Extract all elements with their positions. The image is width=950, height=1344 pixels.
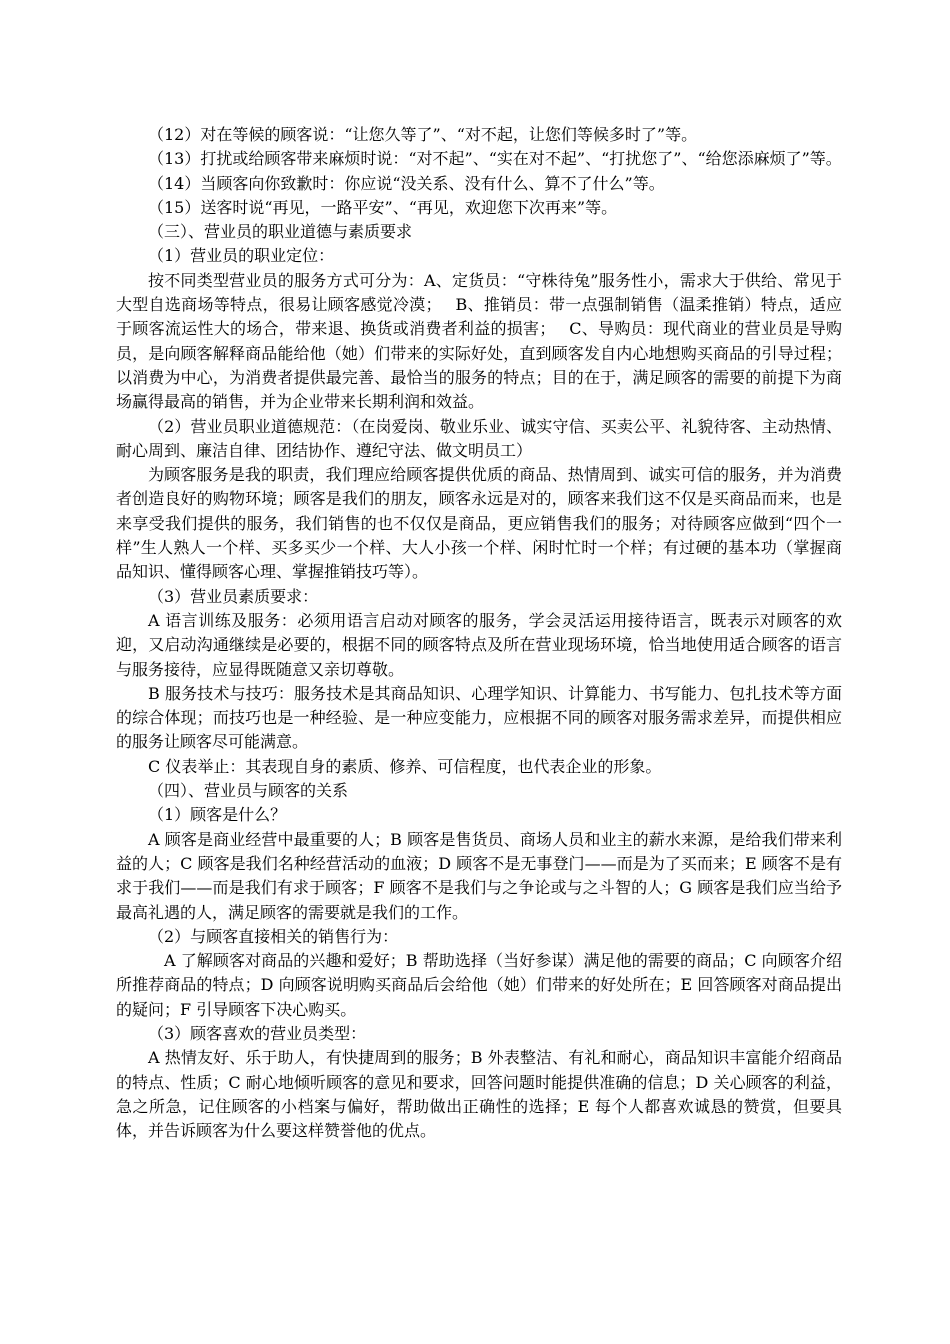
paragraph-etiquette-15: （15）送客时说“再见，一路平安”、“再见，欢迎您下次再来”等。 [148,197,618,217]
document-body [116,123,842,1143]
paragraph-etiquette-13: （13）打扰或给顾客带来麻烦时说：“对不起”、“实在对不起”、“打扰您了”、“给您添麻烦了”等。 [148,149,842,169]
paragraph-serve-customers: 为顾客服务是我的职责，我们理应给顾客提供优质的商品、热情周到、诚实可信的服务，并为消费者创造良好的购物环境；顾客是我们的朋友，顾客永远是对的，顾客来我们这不仅是买商品而来，也是来享受我们提供的服务，我们销售的也不仅仅是商品，更应销售我们的服务；对待顾客应做到“四个一样”生人熟人一个样、买多买少一个样、大人小孩一个样、闲时忙时一个样；有过硬的基本功（掌握商品知识、懂得顾客心理、掌握推销技巧等）。 [116,465,842,582]
paragraph-job-positioning: 按不同类型营业员的服务方式可分为：A、定货员：“守株待兔”服务性小，需求大于供给、常见于大型自选商场等特点，很易让顾客感觉冷漠； B、推销员：带一点强制销售（温柔推销）特点，适应于顾客流运性大的场合，带来退、换货或消费者利益的损害； C、导购员：现代商业的营业员是导购员，是向顾客解释商品能给他（她）们带来的实际好处，直到顾客发自内心地想购买商品的引导过程；以消费为中心，为消费者提供最完善、最恰当的服务的特点；目的在于，满足顾客的需要的前提下为商场赢得最高的销售，并为企业带来长期利润和效益。 [116,270,842,412]
paragraph-service-skills: B 服务技术与技巧：服务技术是其商品知识、心理学知识、计算能力、书写能力、包扎技术等方面的综合体现；而技巧也是一种经验、是一种应变能力，应根据不同的顾客对服务需求差异，而提供相应的服务让顾客尽可能满意。 [116,683,842,752]
subheading-quality-requirements: （3）营业员素质要求： [148,586,319,606]
paragraph-what-is-customer: A 顾客是商业经营中最重要的人；B 顾客是售货员、商场人员和业主的薪水来源，是给我们带来利益的人；C 顾客是我们名种经营活动的血液；D 顾客不是无事登门——而是为了买而来；E 顾客不是有求于我们——而是我们有求于顾客；F 顾客不是我们与之争论或与之斗智的人；G 顾客是我们应当给予最高礼遇的人，满足顾客的需要就是我们的工作。 [116,829,842,922]
paragraph-preferred-staff: A 热情友好、乐于助人，有快捷周到的服务；B 外表整洁、有礼和耐心，商品知识丰富能介绍商品的特点、性质；C 耐心地倾听顾客的意见和要求，回答问题时能提供准确的信息；D 关心顾客的利益，急之所急，记住顾客的小档案与偏好，帮助做出正确性的选择；E 每个人都喜欢诚恳的赞赏，但要具体，并告诉顾客为什么要这样赞誉他的优点。 [116,1048,842,1141]
paragraph-language-training: A 语言训练及服务：必须用语言启动对顾客的服务，学会灵活运用接待语言，既表示对顾客的欢迎，又启动沟通继续是必要的，根据不同的顾客特点及所在营业现场环境，恰当地使用适合顾客的语言与服务接待，应显得既随意又亲切尊敬。 [116,610,842,679]
section-heading-ethics: （三）、营业员的职业道德与素质要求 [148,222,413,242]
paragraph-ethics-norms: （2）营业员职业道德规范：（在岗爱岗、敬业乐业、诚实守信、买卖公平、礼貌待客、主动热情、耐心周到、廉洁自律、团结协作、遵纪守法、做文明员工） [116,416,842,460]
paragraph-etiquette-14: （14）当顾客向你致歉时：你应说“没关系、没有什么、算不了什么”等。 [148,173,665,193]
subheading-preferred-staff: （3）顾客喜欢的营业员类型： [148,1023,367,1043]
subheading-job-positioning: （1）营业员的职业定位： [148,246,335,266]
paragraph-appearance: C 仪表举止：其表现自身的素质、修养、可信程度，也代表企业的形象。 [148,756,662,776]
section-heading-relationship: （四）、营业员与顾客的关系 [148,781,349,801]
paragraph-etiquette-12: （12）对在等候的顾客说：“让您久等了”、“对不起，让您们等候多时了”等。 [148,125,698,144]
subheading-sales-behaviors: （2）与顾客直接相关的销售行为： [148,926,399,946]
paragraph-sales-behaviors: A 了解顾客对商品的兴趣和爱好；B 帮助选择（当好参谋）满足他的需要的商品；C 向顾客介绍所推荐商品的特点；D 向顾客说明购买商品后会给他（她）们带来的好处所在；E 回答顾客对商品提出的疑问；F 引导顾客下决心购买。 [116,951,842,1019]
subheading-what-is-customer: （1）顾客是什么？ [148,805,287,825]
